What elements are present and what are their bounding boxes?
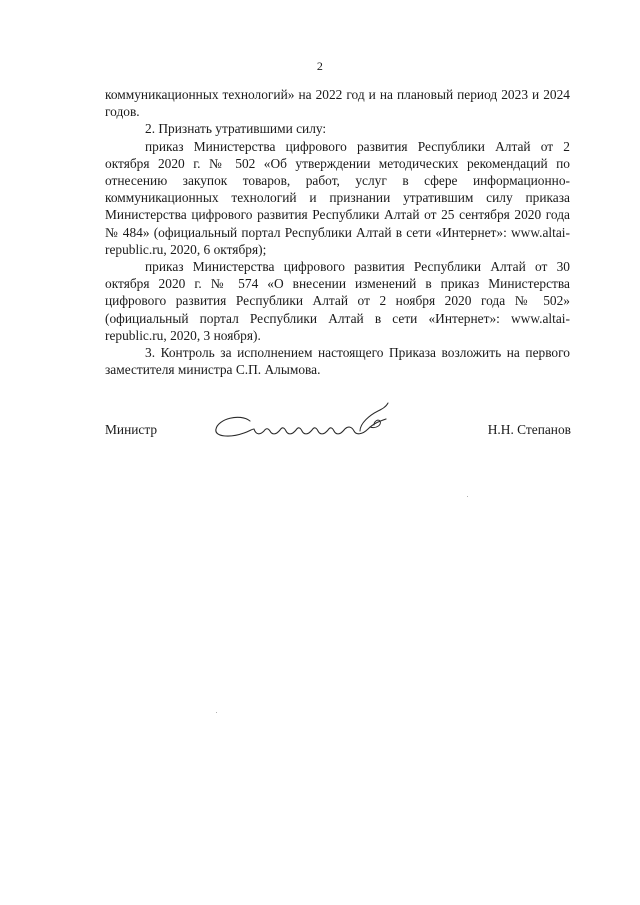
signature-block [105,422,571,452]
page-number: 2 [316,59,324,73]
scan-speck [467,496,468,497]
paragraph-item-2: 2. Признать утратившими силу: [145,121,327,137]
handwritten-signature [210,399,410,449]
signer-title: Министр [105,422,158,437]
document-body [105,86,570,378]
paragraph-order-502: приказ Министерства цифрового развития Республики Алтай от 2 октября 2020 г. № 502 «Об утверждении методических рекомендаций по отнесению закупок товаров, работ, услуг в сфере информационно-коммуникационных технологий и признании утратившим силу приказа Министерства цифрового развития Республики Алтай от 25 сентября 2020 года № 484» (официальный портал Республики Алтай в сети «Интернет»: www.altai-republic.ru, 2020, 6 октября); [105,138,570,257]
paragraph-order-574: приказ Министерства цифрового развития Республики Алтай от 30 октября 2020 г. № 574 «О внесении изменений в приказ Министерства цифрового развития Республики Алтай от 2 ноября 2020 года № 502» (официальный портал Республики Алтай в сети «Интернет»: www.altai-republic.ru, 2020, 3 ноября). [105,259,570,343]
paragraph-item-3: 3. Контроль за исполнением настоящего Приказа возложить на первого заместителя министра С.П. Алымова. [105,345,570,378]
scan-speck [216,712,217,713]
signer-name: Н.Н. Степанов [487,422,571,437]
paragraph-continuation: коммуникационных технологий» на 2022 год и на плановый период 2023 и 2024 годов. [105,87,570,120]
